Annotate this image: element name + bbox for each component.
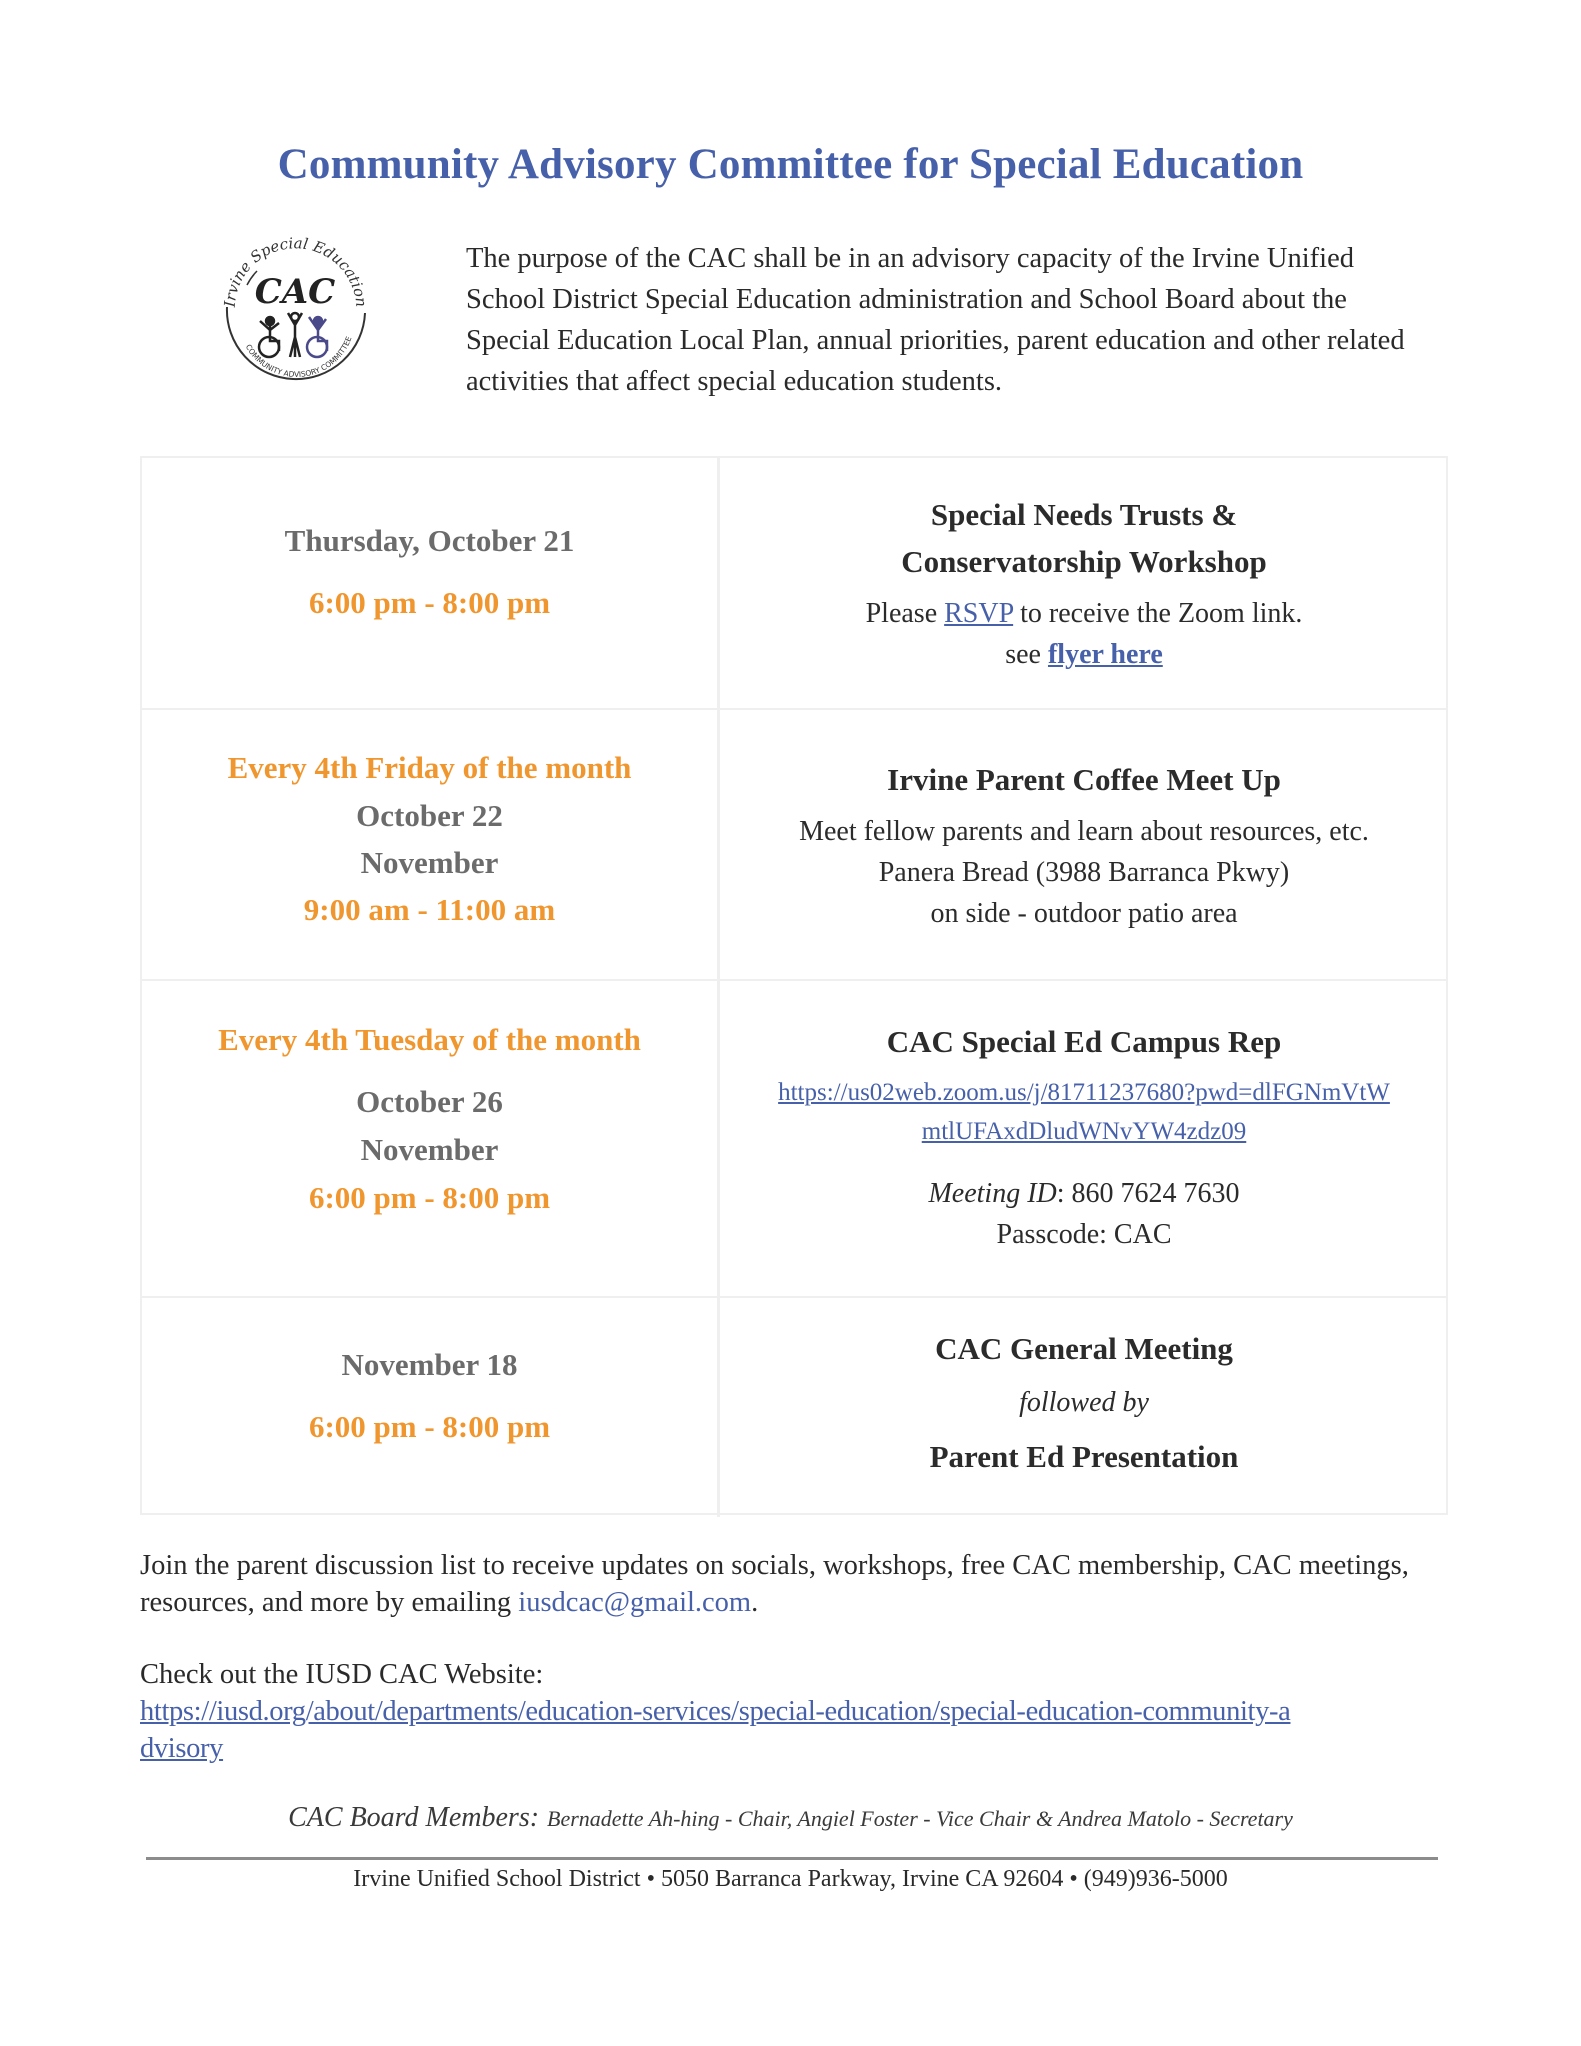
svg-text:CAC: CAC bbox=[254, 272, 336, 312]
events-table bbox=[140, 456, 1448, 1515]
event-title: Conservatorship Workshop bbox=[901, 544, 1267, 579]
event-when-cell bbox=[142, 458, 720, 708]
event-detail: on side - outdoor patio area bbox=[930, 897, 1238, 929]
event-subtitle: Parent Ed Presentation bbox=[929, 1439, 1239, 1474]
website-link[interactable]: https://iusd.org/about/departments/education-services/special-education/special-education-community-a dvisory bbox=[140, 1696, 1291, 1764]
table-row bbox=[142, 458, 1446, 710]
svg-text:Irvine Special Education: Irvine Special Education bbox=[220, 234, 371, 308]
table-row bbox=[142, 710, 1446, 981]
board-label: CAC Board Members: bbox=[288, 1802, 540, 1833]
join-paragraph: Join the parent discussion list to receive updates on socials, workshops, free CAC membership, CAC meetings, resources, and more by emailing iusdcac@gmail.com. bbox=[140, 1550, 1409, 1618]
board-members bbox=[0, 1802, 1581, 1834]
event-location: Panera Bread (3988 Barranca Pkwy) bbox=[878, 856, 1290, 888]
event-date: October 22 bbox=[356, 797, 503, 833]
zoom-link[interactable]: https://us02web.zoom.us/j/81711237680?pwd=dlFGNmVtW mtlUFAxdDludWNvYW4zdz09 bbox=[778, 1079, 1390, 1145]
event-recurrence: Every 4th Friday of the month bbox=[227, 749, 632, 785]
event-time: 6:00 pm - 8:00 pm bbox=[308, 585, 551, 620]
meeting-id: Meeting ID: 860 7624 7630 bbox=[928, 1178, 1240, 1209]
event-what-cell bbox=[720, 1298, 1448, 1517]
svg-text:COMMUNITY ADVISORY COMMITTEE: COMMUNITY ADVISORY COMMITTEE bbox=[243, 335, 354, 379]
website-section bbox=[140, 1656, 1460, 1767]
rsvp-link[interactable]: RSVP bbox=[944, 598, 1014, 629]
email-link[interactable]: iusdcac@gmail.com bbox=[518, 1587, 752, 1618]
event-what-cell bbox=[720, 458, 1448, 708]
event-recurrence: Every 4th Tuesday of the month bbox=[218, 1021, 641, 1057]
event-when-cell bbox=[142, 981, 720, 1296]
cac-logo bbox=[213, 233, 378, 398]
event-title: Irvine Parent Coffee Meet Up bbox=[887, 761, 1281, 797]
board-names: Bernadette Ah-hing - Chair, Angiel Foster - Vice Chair & Andrea Matolo - Secretary bbox=[547, 1806, 1293, 1831]
event-when-cell bbox=[142, 710, 720, 979]
event-time: 6:00 pm - 8:00 pm bbox=[308, 1179, 551, 1215]
flyer-line: see flyer here bbox=[1005, 639, 1163, 670]
event-title: CAC General Meeting bbox=[935, 1331, 1233, 1366]
event-time: 9:00 am - 11:00 am bbox=[303, 891, 556, 927]
event-time: 6:00 pm - 8:00 pm bbox=[308, 1408, 551, 1444]
passcode: Passcode: CAC bbox=[996, 1219, 1172, 1250]
rsvp-line: Please RSVP to receive the Zoom link. bbox=[865, 598, 1303, 629]
footer-address: Irvine Unified School District • 5050 Barranca Parkway, Irvine CA 92604 • (949)936-5000 bbox=[353, 1866, 1228, 1892]
website-label: Check out the IUSD CAC Website: bbox=[140, 1659, 544, 1690]
flyer-link[interactable]: flyer here bbox=[1047, 639, 1163, 670]
event-date: November bbox=[360, 844, 499, 880]
event-date: November 18 bbox=[341, 1346, 518, 1382]
cac-logo-icon bbox=[213, 233, 378, 398]
event-detail: Meet fellow parents and learn about resources, etc. bbox=[799, 815, 1369, 847]
table-row bbox=[142, 981, 1446, 1298]
page-title: Community Advisory Committee for Special Education bbox=[277, 141, 1304, 188]
event-title: CAC Special Ed Campus Rep bbox=[886, 1024, 1282, 1059]
event-title: Special Needs Trusts & bbox=[930, 497, 1238, 532]
event-what-cell bbox=[720, 981, 1448, 1296]
event-date: October 26 bbox=[356, 1083, 503, 1119]
divider bbox=[146, 1857, 1438, 1860]
event-connector: followed by bbox=[1019, 1387, 1149, 1418]
event-date: Thursday, October 21 bbox=[284, 523, 575, 558]
purpose-paragraph: The purpose of the CAC shall be in an advisory capacity of the Irvine Unified School District Special Education administration and School Board about the Special Education Local Plan, annual priorities, parent education and other related activities that affect special education students. bbox=[466, 243, 1405, 397]
event-when-cell bbox=[142, 1298, 720, 1517]
event-what-cell bbox=[720, 710, 1448, 979]
table-row bbox=[142, 1298, 1446, 1517]
event-date: November bbox=[360, 1131, 499, 1167]
